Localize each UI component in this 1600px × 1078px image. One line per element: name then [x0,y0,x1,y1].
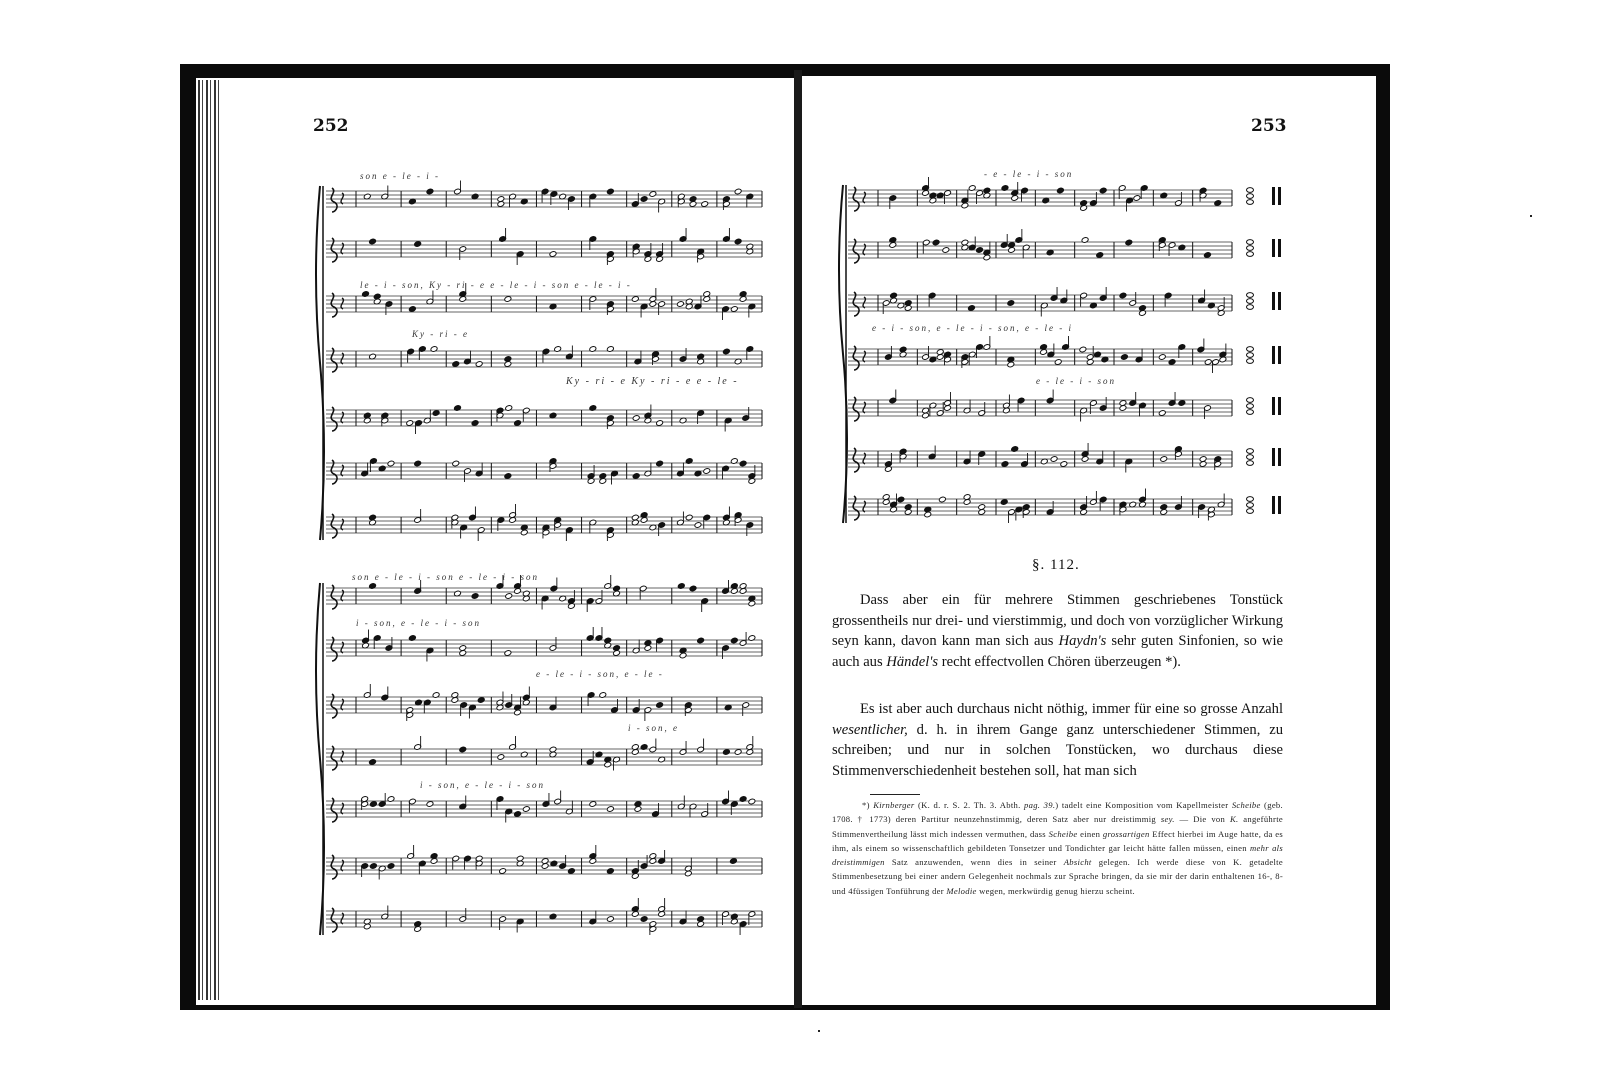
emphasis: mehr als dreistimmigen [832,842,1284,868]
note-head [1247,398,1254,403]
lyric-line: e - le - i - son [1036,376,1116,386]
staff [848,390,1232,422]
footnote-text: *) [862,800,874,810]
emphasis: sey. [1160,814,1175,825]
footnote-text: (geb. 1708. † 1773) deren Partitur neunzehnstimmig, deren Satz aber nur dreistimmig [832,800,1283,825]
final-barline [1278,397,1281,415]
note-head [976,247,984,254]
footnote-text: einen [1077,828,1103,839]
footnote [832,798,1283,898]
paragraph-text: Es ist aber auch durchaus nicht nöthig, immer für eine so grosse Anzahl [860,701,1283,717]
staff [848,336,1232,373]
clef-mark [853,292,859,316]
note-head [1096,252,1104,259]
final-barline [1278,239,1281,257]
lyric-line: e - le - i - son, e - le - [536,669,664,679]
final-barline [1272,187,1275,205]
footnote-text: angeführte Stimmenvertheilung lässt mich indessen vermuthen, dass [832,814,1283,839]
footnote-text: — Die von [1174,814,1230,825]
note-head [1247,455,1254,460]
note-head [882,499,890,506]
note-head [963,499,971,506]
note-head [1008,247,1016,254]
footnote-text: Satz anzuwenden, wenn dies in seiner [884,857,1064,868]
staff [848,287,1232,317]
lyric-line: Ky - ri - e Ky - ri - e e - le - [566,376,739,387]
note-head [1247,240,1254,245]
footnote-text: wegen, merkwürdig genug hierzu scheint. [976,885,1135,896]
staff [848,489,1232,524]
final-barline [1278,346,1281,364]
page-number-left: 252 [313,116,349,136]
note-head [1125,239,1133,246]
paragraph-text: sehr guten Sinfonien, so wie auch aus [832,633,1283,670]
staff [848,443,1232,473]
emphasis: Kirnberger [873,800,915,810]
lyric-line: i - son, e [628,723,679,733]
note-head [1247,194,1254,199]
lyric-line: Ky - ri - e [412,329,469,339]
emphasis: grossartigen [1102,828,1150,839]
note-head [978,509,986,516]
note-head [1247,404,1254,409]
note-head [939,496,947,503]
final-barline [1272,292,1275,310]
note-head [932,239,940,246]
note-head [889,242,897,249]
note-head [1079,346,1087,353]
note-head [1001,461,1009,468]
clef-mark [853,346,859,370]
note-head [1099,187,1107,194]
final-barline [1272,346,1275,364]
emphasis: Haydn's [1058,633,1107,650]
note-head [1247,410,1254,415]
footnote-text: (K. d. r. S. 2. Th. 3. Abth. [914,800,1024,810]
note-head [936,354,944,361]
note-head [1158,410,1166,417]
paragraph-text: Dass aber ein für mehrere Stimmen geschriebenes Tonstück grossentheils nur drei- und vierstimmig, und doch von vorzüglicher Wirkung seyn kann, davon kann man sich aus [832,592,1283,650]
note-head [961,202,969,209]
note-head [1247,359,1254,364]
note-head [1214,200,1222,207]
note-head [942,247,950,254]
lyric-line: le - i - son, Ky - ri - e e - le - i - son e - le - i - [360,280,632,290]
stray-mark [818,1030,820,1032]
note-head [1168,359,1176,366]
note-head [1160,509,1168,516]
note-head [1007,300,1015,307]
emphasis: Absicht [1063,857,1092,868]
lyric-line: e - i - son, e - le - i - son, e - le - i [872,323,1073,333]
final-barline [1278,496,1281,514]
note-head [897,496,905,503]
page-number-right: 253 [1251,116,1287,136]
note-head [1057,187,1065,194]
staff [848,229,1232,263]
note-head [1247,509,1254,514]
final-barline [1278,187,1281,205]
clef-mark [853,397,859,421]
note-head [1121,354,1129,361]
paragraph-text: recht effectvollen Chören überzeugen *). [938,653,1181,670]
note-head [1247,188,1254,193]
footnote-text: gelegen. Ich werde diese von K. getadelte Stimmenbesetzung bei einer andern Gelegenheit nochmals zur Sprache bringen, da sie mir der darin enthaltenen 16-, 8- und 4füssigen Tonführung der [832,857,1283,896]
emphasis: Händel's [886,653,939,670]
final-barline [1272,239,1275,257]
note-head [1040,349,1048,356]
note-head [1247,299,1254,304]
emphasis: wesentlicher, [832,721,908,738]
clef-mark [853,187,859,211]
note-head [1081,456,1089,463]
note-head [1119,292,1127,299]
final-barline [1278,292,1281,310]
note-head [1247,461,1254,466]
clef-mark [853,496,859,520]
emphasis: Scheibe [1048,828,1078,839]
footnote-rule [870,794,920,795]
stray-mark [1530,215,1532,217]
paragraph [832,590,1283,672]
note-head [1247,305,1254,310]
lyric-line: i - son, e - le - i - son [420,780,545,790]
note-head [1199,461,1207,468]
emphasis: pag. 39. [1024,800,1056,810]
note-head [924,511,932,518]
note-head [1119,405,1127,412]
note-head [944,405,952,412]
note-head [983,254,991,261]
note-head [1247,200,1254,205]
note-head [1178,400,1186,407]
note-head [922,190,930,197]
final-barline [1272,397,1275,415]
note-head [1204,359,1212,366]
note-head [1086,359,1094,366]
note-head [1133,195,1141,202]
lyric-line: son e - le - i - [360,171,440,181]
note-head [1000,499,1008,506]
note-head [1247,246,1254,251]
section-heading: §. 112. [1032,557,1080,573]
note-head [904,509,912,516]
emphasis: Scheibe [1231,800,1261,810]
note-head [1050,456,1058,463]
emphasis: K. [1229,814,1239,825]
final-barline [1278,448,1281,466]
note-head [1247,353,1254,358]
staff [848,177,1232,212]
emphasis: Melodie [946,885,977,896]
final-barline [1272,448,1275,466]
note-head [968,305,976,312]
note-head [922,412,930,419]
note-head [1247,449,1254,454]
final-barline [1272,496,1275,514]
footnote-text: Effect hierbei im Auge hatte, da es ihm, als einem so wissenschaftlich gebildeten Tonsetzer und Tondichter gar leicht hätte fallen müssen, einen [832,828,1283,853]
footnote-text: ) tadelt eine Komposition vom Kapellmeister [1055,800,1232,810]
note-head [1247,497,1254,502]
note-head [1007,361,1015,368]
note-head [1080,509,1088,516]
note-head [1160,456,1168,463]
clef-mark [853,239,859,263]
note-head [1011,195,1019,202]
lyric-line: son e - le - i - son e - le - i - son [352,572,539,582]
lyric-line: i - son, e - le - i - son [356,618,481,628]
note-head [1247,503,1254,508]
note-head [1054,359,1062,366]
note-head [1204,252,1212,259]
lyric-line: - e - le - i - son [984,169,1074,179]
paragraph-text: d. h. in ihrem Gange ganz unterschiedener Stimmen, zu schreiben; und nur in solchen Tonstücken, wo durchaus diese Stimmenverschiedenheit bestehen soll, hat man sich [832,721,1283,779]
note-head [1060,461,1068,468]
note-head [1247,252,1254,257]
note-head [1247,293,1254,298]
clef-mark [853,448,859,472]
note-head [904,305,912,312]
note-head [1247,347,1254,352]
note-head [1158,354,1166,361]
paragraph [832,699,1283,781]
